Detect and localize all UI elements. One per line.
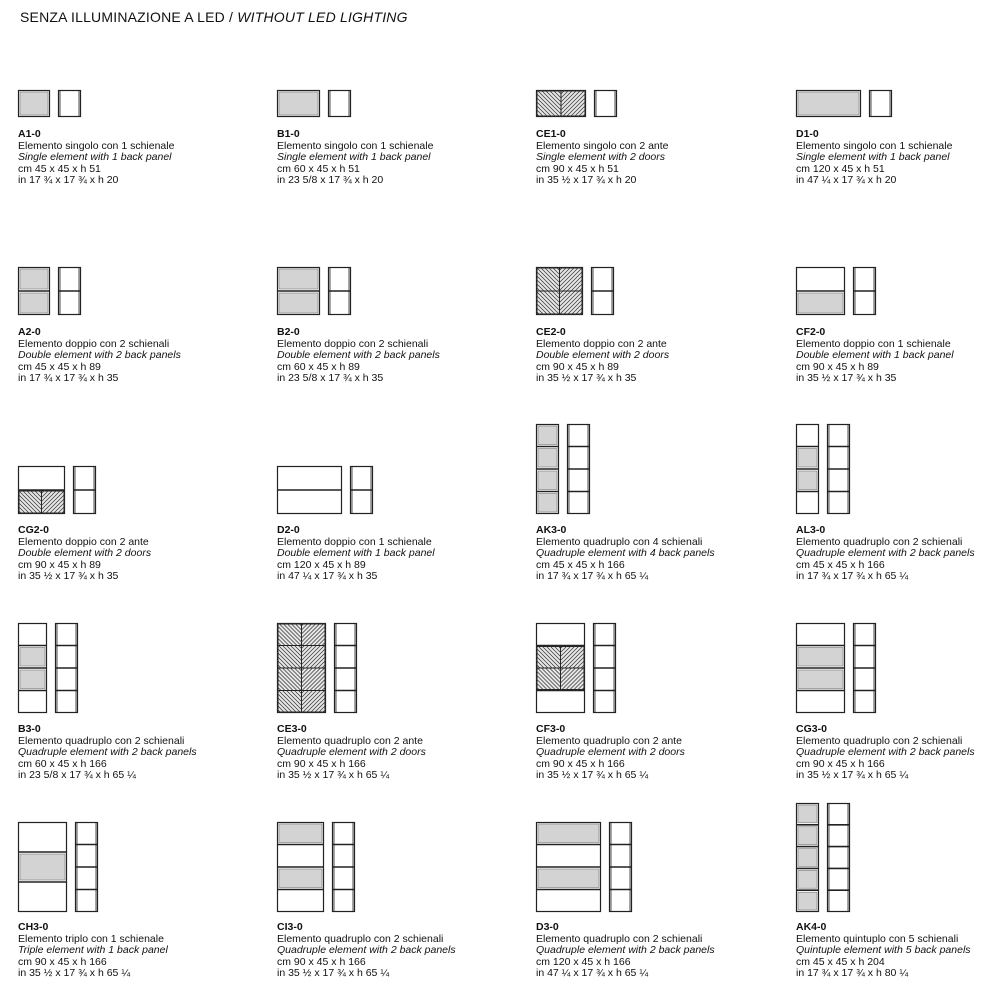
product-code: CG3-0 — [796, 723, 827, 735]
product-code: CG2-0 — [18, 524, 49, 536]
product-code: CF2-0 — [796, 326, 826, 338]
dimensions-inch: in 35 ½ x 17 ¾ x h 65 ¼ — [536, 769, 649, 782]
title-italian: SENZA ILLUMINAZIONE A LED / — [20, 9, 234, 25]
description-italian: Elemento quadruplo con 2 ante — [277, 734, 423, 747]
description-english: Quadruple element with 2 back panels — [536, 944, 715, 957]
description-italian: Elemento quadruplo con 2 schienali — [18, 734, 185, 747]
product-description — [796, 922, 971, 980]
description-italian: Elemento quadruplo con 4 schienali — [536, 535, 703, 548]
cabinet-drawing-ci3-0 — [277, 713, 477, 913]
cabinet-drawing-d2-0 — [277, 315, 477, 515]
dimensions-cm: cm 90 x 45 x h 89 — [796, 360, 879, 373]
cabinet-drawing-ak4-0 — [796, 713, 996, 913]
dimensions-cm: cm 90 x 45 x h 166 — [796, 757, 885, 770]
dimensions-inch: in 23 5/8 x 17 ¾ x h 35 — [277, 372, 384, 385]
dimensions-cm: cm 90 x 45 x h 166 — [277, 757, 366, 770]
description-italian: Elemento quintuplo con 5 schienali — [796, 932, 959, 945]
dimensions-cm: cm 90 x 45 x h 89 — [18, 558, 101, 571]
description-english: Quadruple element with 2 back panels — [277, 944, 456, 957]
cabinet-drawing-d3-0 — [536, 713, 736, 913]
dimensions-cm: cm 90 x 45 x h 51 — [536, 162, 619, 175]
dimensions-cm: cm 120 x 45 x h 166 — [536, 955, 631, 968]
product-code: CE1-0 — [536, 128, 566, 140]
description-english: Quadruple element with 2 doors — [277, 746, 426, 759]
dimensions-cm: cm 45 x 45 x h 51 — [18, 162, 101, 175]
dimensions-cm: cm 45 x 45 x h 166 — [796, 558, 885, 571]
description-italian: Elemento doppio con 2 schienali — [277, 337, 429, 350]
dimensions-inch: in 17 ¾ x 17 ¾ x h 65 ¼ — [796, 570, 909, 583]
dimensions-inch: in 17 ¾ x 17 ¾ x h 20 — [18, 174, 119, 187]
description-italian: Elemento quadruplo con 2 ante — [536, 734, 682, 747]
product-code: CF3-0 — [536, 723, 566, 735]
cabinet-drawing-d1-0 — [796, 0, 996, 118]
product-code: D1-0 — [796, 128, 819, 140]
description-english: Triple element with 1 back panel — [18, 944, 168, 957]
cabinet-drawing-b1-0 — [277, 0, 477, 118]
product-code: A2-0 — [18, 326, 41, 338]
title-english: WITHOUT LED LIGHTING — [237, 9, 408, 25]
cabinet-drawing-ak3-0 — [536, 315, 736, 515]
product-code: B1-0 — [277, 128, 300, 140]
description-italian: Elemento singolo con 1 schienale — [796, 139, 953, 152]
dimensions-inch: in 35 ½ x 17 ¾ x h 65 ¼ — [277, 967, 390, 980]
description-italian: Elemento doppio con 1 schienale — [796, 337, 951, 350]
description-italian: Elemento triplo con 1 schienale — [18, 932, 164, 945]
dimensions-inch: in 35 ½ x 17 ¾ x h 65 ¼ — [277, 769, 390, 782]
description-english: Double element with 2 doors — [536, 349, 670, 362]
description-italian: Elemento singolo con 2 ante — [536, 139, 669, 152]
cabinet-drawing-a2-0 — [18, 116, 218, 316]
dimensions-inch: in 17 ¾ x 17 ¾ x h 80 ¼ — [796, 967, 909, 980]
description-english: Quadruple element with 4 back panels — [536, 547, 715, 560]
dimensions-cm: cm 90 x 45 x h 166 — [277, 955, 366, 968]
product-code: AL3-0 — [796, 524, 826, 536]
product-code: CE3-0 — [277, 723, 307, 735]
dimensions-inch: in 17 ¾ x 17 ¾ x h 65 ¼ — [536, 570, 649, 583]
description-italian: Elemento doppio con 2 ante — [18, 535, 149, 548]
dimensions-cm: cm 45 x 45 x h 166 — [536, 558, 625, 571]
dimensions-inch: in 35 ½ x 17 ¾ x h 65 ¼ — [796, 769, 909, 782]
description-english: Quadruple element with 2 back panels — [18, 746, 197, 759]
product-description — [536, 922, 715, 980]
description-english: Quadruple element with 2 back panels — [796, 746, 975, 759]
dimensions-cm: cm 45 x 45 x h 204 — [796, 955, 885, 968]
dimensions-inch: in 47 ¼ x 17 ¾ x h 65 ¼ — [536, 967, 649, 980]
description-italian: Elemento doppio con 1 schienale — [277, 535, 432, 548]
dimensions-inch: in 35 ½ x 17 ¾ x h 35 — [536, 372, 637, 385]
cabinet-drawing-b2-0 — [277, 116, 477, 316]
cabinet-drawing-a1-0 — [18, 0, 218, 118]
product-description — [18, 922, 168, 980]
product-code: AK3-0 — [536, 524, 567, 536]
dimensions-inch: in 17 ¾ x 17 ¾ x h 35 — [18, 372, 119, 385]
description-english: Single element with 1 back panel — [277, 151, 431, 164]
dimensions-cm: cm 90 x 45 x h 166 — [536, 757, 625, 770]
description-italian: Elemento quadruplo con 2 schienali — [536, 932, 703, 945]
description-english: Single element with 2 doors — [536, 151, 665, 164]
cabinet-drawing-ce2-0 — [536, 116, 736, 316]
dimensions-cm: cm 120 x 45 x h 51 — [796, 162, 885, 175]
cabinet-drawing-cg2-0 — [18, 315, 218, 515]
description-english: Single element with 1 back panel — [796, 151, 950, 164]
product-code: D3-0 — [536, 921, 559, 933]
dimensions-inch: in 35 ½ x 17 ¾ x h 65 ¼ — [18, 967, 131, 980]
dimensions-cm: cm 60 x 45 x h 89 — [277, 360, 360, 373]
product-description — [277, 922, 456, 980]
cabinet-drawing-ce1-0 — [536, 0, 736, 118]
cabinet-drawing-cf2-0 — [796, 116, 996, 316]
dimensions-inch: in 35 ½ x 17 ¾ x h 35 — [796, 372, 897, 385]
description-english: Double element with 2 doors — [18, 547, 152, 560]
dimensions-inch: in 35 ½ x 17 ¾ x h 35 — [18, 570, 119, 583]
description-english: Quadruple element with 2 back panels — [796, 547, 975, 560]
description-english: Double element with 1 back panel — [796, 349, 954, 362]
dimensions-cm: cm 45 x 45 x h 89 — [18, 360, 101, 373]
description-italian: Elemento quadruplo con 2 schienali — [277, 932, 444, 945]
dimensions-cm: cm 60 x 45 x h 166 — [18, 757, 107, 770]
description-italian: Elemento quadruplo con 2 schienali — [796, 734, 963, 747]
dimensions-inch: in 23 5/8 x 17 ¾ x h 20 — [277, 174, 384, 187]
product-code: CI3-0 — [277, 921, 303, 933]
description-english: Double element with 1 back panel — [277, 547, 435, 560]
description-italian: Elemento singolo con 1 schienale — [18, 139, 175, 152]
product-code: B3-0 — [18, 723, 41, 735]
cabinet-drawing-al3-0 — [796, 315, 996, 515]
description-italian: Elemento doppio con 2 ante — [536, 337, 667, 350]
description-italian: Elemento quadruplo con 2 schienali — [796, 535, 963, 548]
cabinet-drawing-b3-0 — [18, 514, 218, 714]
cabinet-drawing-cg3-0 — [796, 514, 996, 714]
description-english: Quadruple element with 2 doors — [536, 746, 685, 759]
description-italian: Elemento doppio con 2 schienali — [18, 337, 170, 350]
cabinet-drawing-cf3-0 — [536, 514, 736, 714]
product-code: CE2-0 — [536, 326, 566, 338]
description-english: Double element with 2 back panels — [277, 349, 440, 362]
product-code: A1-0 — [18, 128, 41, 140]
dimensions-cm: cm 60 x 45 x h 51 — [277, 162, 360, 175]
dimensions-cm: cm 120 x 45 x h 89 — [277, 558, 366, 571]
dimensions-inch: in 35 ½ x 17 ¾ x h 20 — [536, 174, 637, 187]
product-code: CH3-0 — [18, 921, 49, 933]
product-code: D2-0 — [277, 524, 300, 536]
description-english: Single element with 1 back panel — [18, 151, 172, 164]
dimensions-cm: cm 90 x 45 x h 166 — [18, 955, 107, 968]
dimensions-inch: in 47 ¼ x 17 ¾ x h 35 — [277, 570, 378, 583]
description-english: Double element with 2 back panels — [18, 349, 181, 362]
description-italian: Elemento singolo con 1 schienale — [277, 139, 434, 152]
cabinet-drawing-ce3-0 — [277, 514, 477, 714]
dimensions-cm: cm 90 x 45 x h 89 — [536, 360, 619, 373]
cabinet-drawing-ch3-0 — [18, 713, 218, 913]
dimensions-inch: in 47 ¼ x 17 ¾ x h 20 — [796, 174, 897, 187]
dimensions-inch: in 23 5/8 x 17 ¾ x h 65 ¼ — [18, 769, 136, 782]
product-code: AK4-0 — [796, 921, 827, 933]
description-english: Quintuple element with 5 back panels — [796, 944, 971, 957]
product-code: B2-0 — [277, 326, 300, 338]
